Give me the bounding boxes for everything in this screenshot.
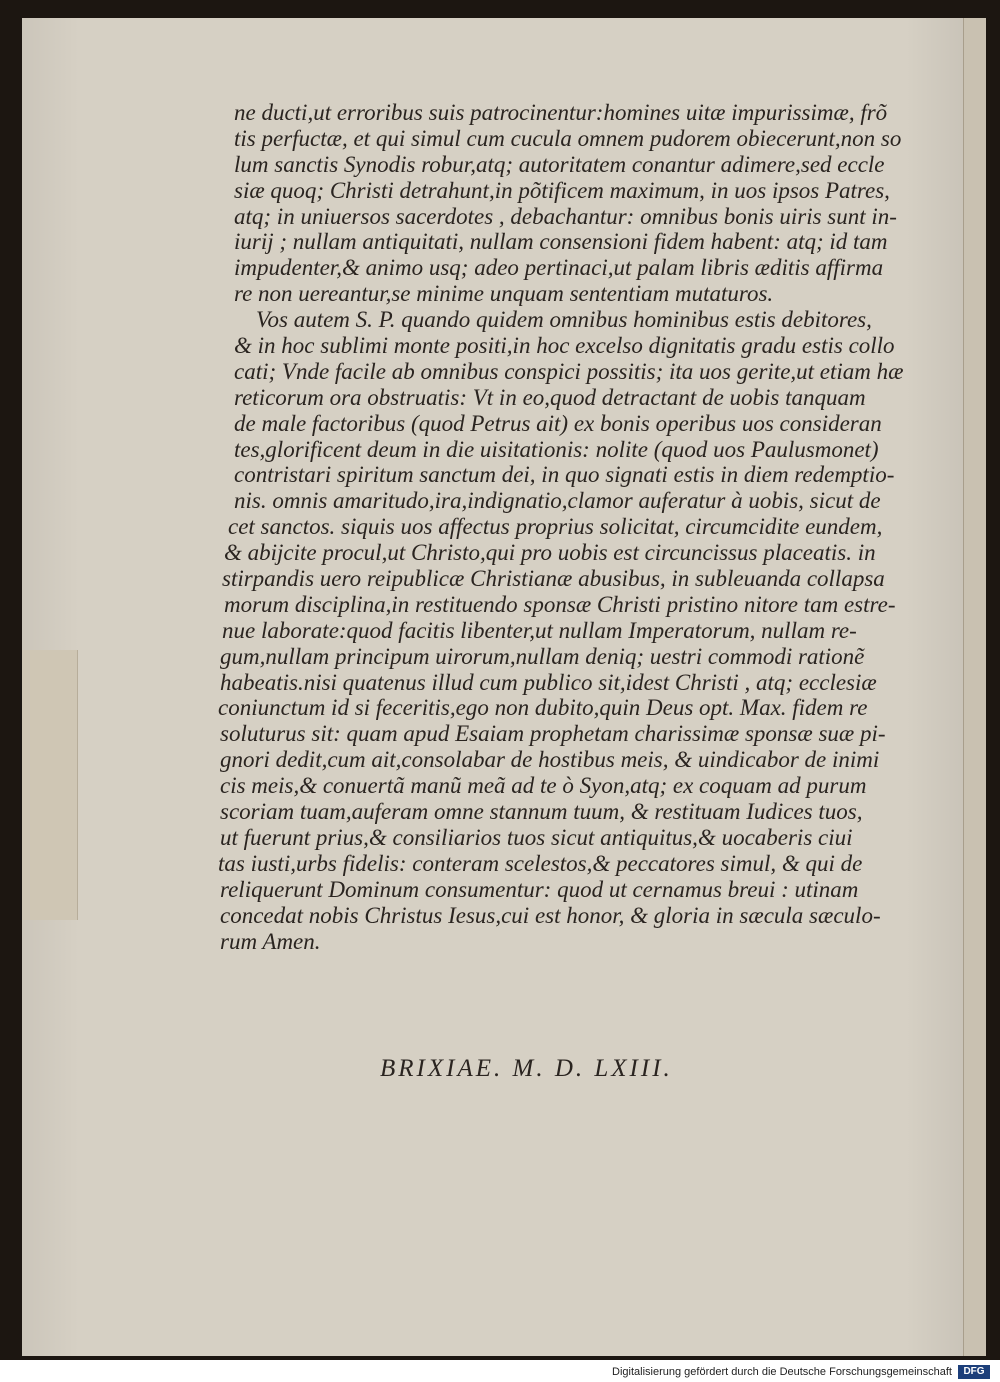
text-line: habeatis.nisi quatenus illud cum publico sit,idest Christi , atq; ecclesiæ — [220, 669, 877, 695]
text-line: reliquerunt Dominum consumentur: quod ut cernamus breui : utinam — [220, 876, 859, 902]
paper-slip — [22, 650, 78, 920]
body-text — [214, 100, 954, 954]
text-line: gnori dedit,cum ait,consolabar de hostibus meis, & uindicabor de inimi — [220, 747, 880, 773]
text-line: & abijcite procul,ut Christo,qui pro uobis est circuncissus placeatis. in — [224, 540, 876, 566]
text-line: ne ducti,ut erroribus suis patrocinentur:homines uitæ impurissimæ, frõ — [234, 100, 888, 125]
text-line: impudenter,& animo usq; adeo pertinaci,ut palam libris æditis affirma — [234, 255, 884, 281]
page-edge — [963, 18, 986, 1356]
text-line: atq; in uniuersos sacerdotes , debachantur: omnibus bonis uiris sunt in- — [234, 203, 897, 229]
text-line: cis meis,& conuertã manũ meã ad te ò Syon,atq; ex coquam ad purum — [220, 773, 867, 799]
text-line: stirpandis uero reipublicæ Christianæ abusibus, in subleuanda collapsa — [222, 566, 885, 592]
footer-bar — [0, 1362, 1000, 1382]
text-line: nis. omnis amaritudo,ira,indignatio,clamor auferatur à uobis, sicut de — [234, 488, 881, 514]
text-line: gum,nullam principum uirorum,nullam deniq; uestri commodi rationẽ — [220, 643, 865, 669]
text-line: tis perfuctæ, et qui simul cum cucula omnem pudorem obiecerunt,non so — [234, 125, 902, 151]
text-line: tas iusti,urbs fidelis: conteram scelestos,& peccatores simul, & qui de — [218, 850, 863, 876]
text-line: morum disciplina,in restituendo sponsæ Christi pristino nitore tam estre- — [224, 591, 896, 617]
text-line: re non uereantur,se minime unquam sententiam mutaturos. — [234, 281, 774, 307]
text-line: lum sanctis Synodis robur,atq; autoritatem conantur adimere,sed eccle — [234, 151, 885, 177]
text-line: soluturus sit: quam apud Esaiam prophetam charissimæ sponsæ suæ pi- — [220, 721, 886, 747]
text-line: siæ quoq; Christi detrahunt,in põtificem maximum, in uos ipsos Patres, — [234, 177, 890, 203]
text-line: cet sanctos. siquis uos affectus proprius solicitat, circumcidite eundem, — [228, 514, 883, 540]
funding-credit: Digitalisierung gefördert durch die Deutsche Forschungsgemeinschaft — [612, 1366, 952, 1378]
text-line: tes,glorificent deum in die uisitationis: nolite (quod uos Paulusmonet) — [234, 436, 879, 462]
text-line: ut fuerunt prius,& consiliarios tuos sicut antiquitus,& uocaberis ciui — [220, 824, 853, 850]
text-line: contristari spiritum sanctum dei, in quo signati estis in diem redemptio- — [234, 462, 895, 488]
text-line: cati; Vnde facile ab omnibus conspici possitis; ita uos gerite,ut etiam hæ — [234, 358, 904, 384]
text-line: nue laborate:quod facitis libenter,ut nullam Imperatorum, nullam re- — [222, 617, 857, 643]
text-line: de male factoribus (quod Petrus ait) ex bonis operibus uos consideran — [234, 410, 882, 436]
text-line: scoriam tuam,auferam omne stannum tuum, & restituam Iudices tuos, — [220, 799, 863, 825]
text-line: coniunctum id si feceritis,ego non dubito,quin Deus opt. Max. fidem re — [218, 695, 868, 721]
dfg-logo: DFG — [958, 1365, 990, 1379]
text-line: reticorum ora obstruatis: Vt in eo,quod detractant de uobis tanquam — [234, 384, 866, 410]
text-line: rum Amen. — [220, 928, 321, 954]
text-line: iurij ; nullam antiquitati, nullam consensioni fidem habent: atq; id tam — [234, 229, 888, 255]
text-line: concedat nobis Christus Iesus,cui est honor, & gloria in sæcula sæculo- — [220, 902, 881, 928]
imprint-line: BRIXIAE. M. D. LXIII. — [380, 1055, 673, 1082]
text-line: Vos autem S. P. quando quidem omnibus hominibus estis debitores, — [256, 307, 872, 333]
text-line: & in hoc sublimi monte positi,in hoc excelso dignitatis gradu estis collo — [234, 333, 895, 359]
